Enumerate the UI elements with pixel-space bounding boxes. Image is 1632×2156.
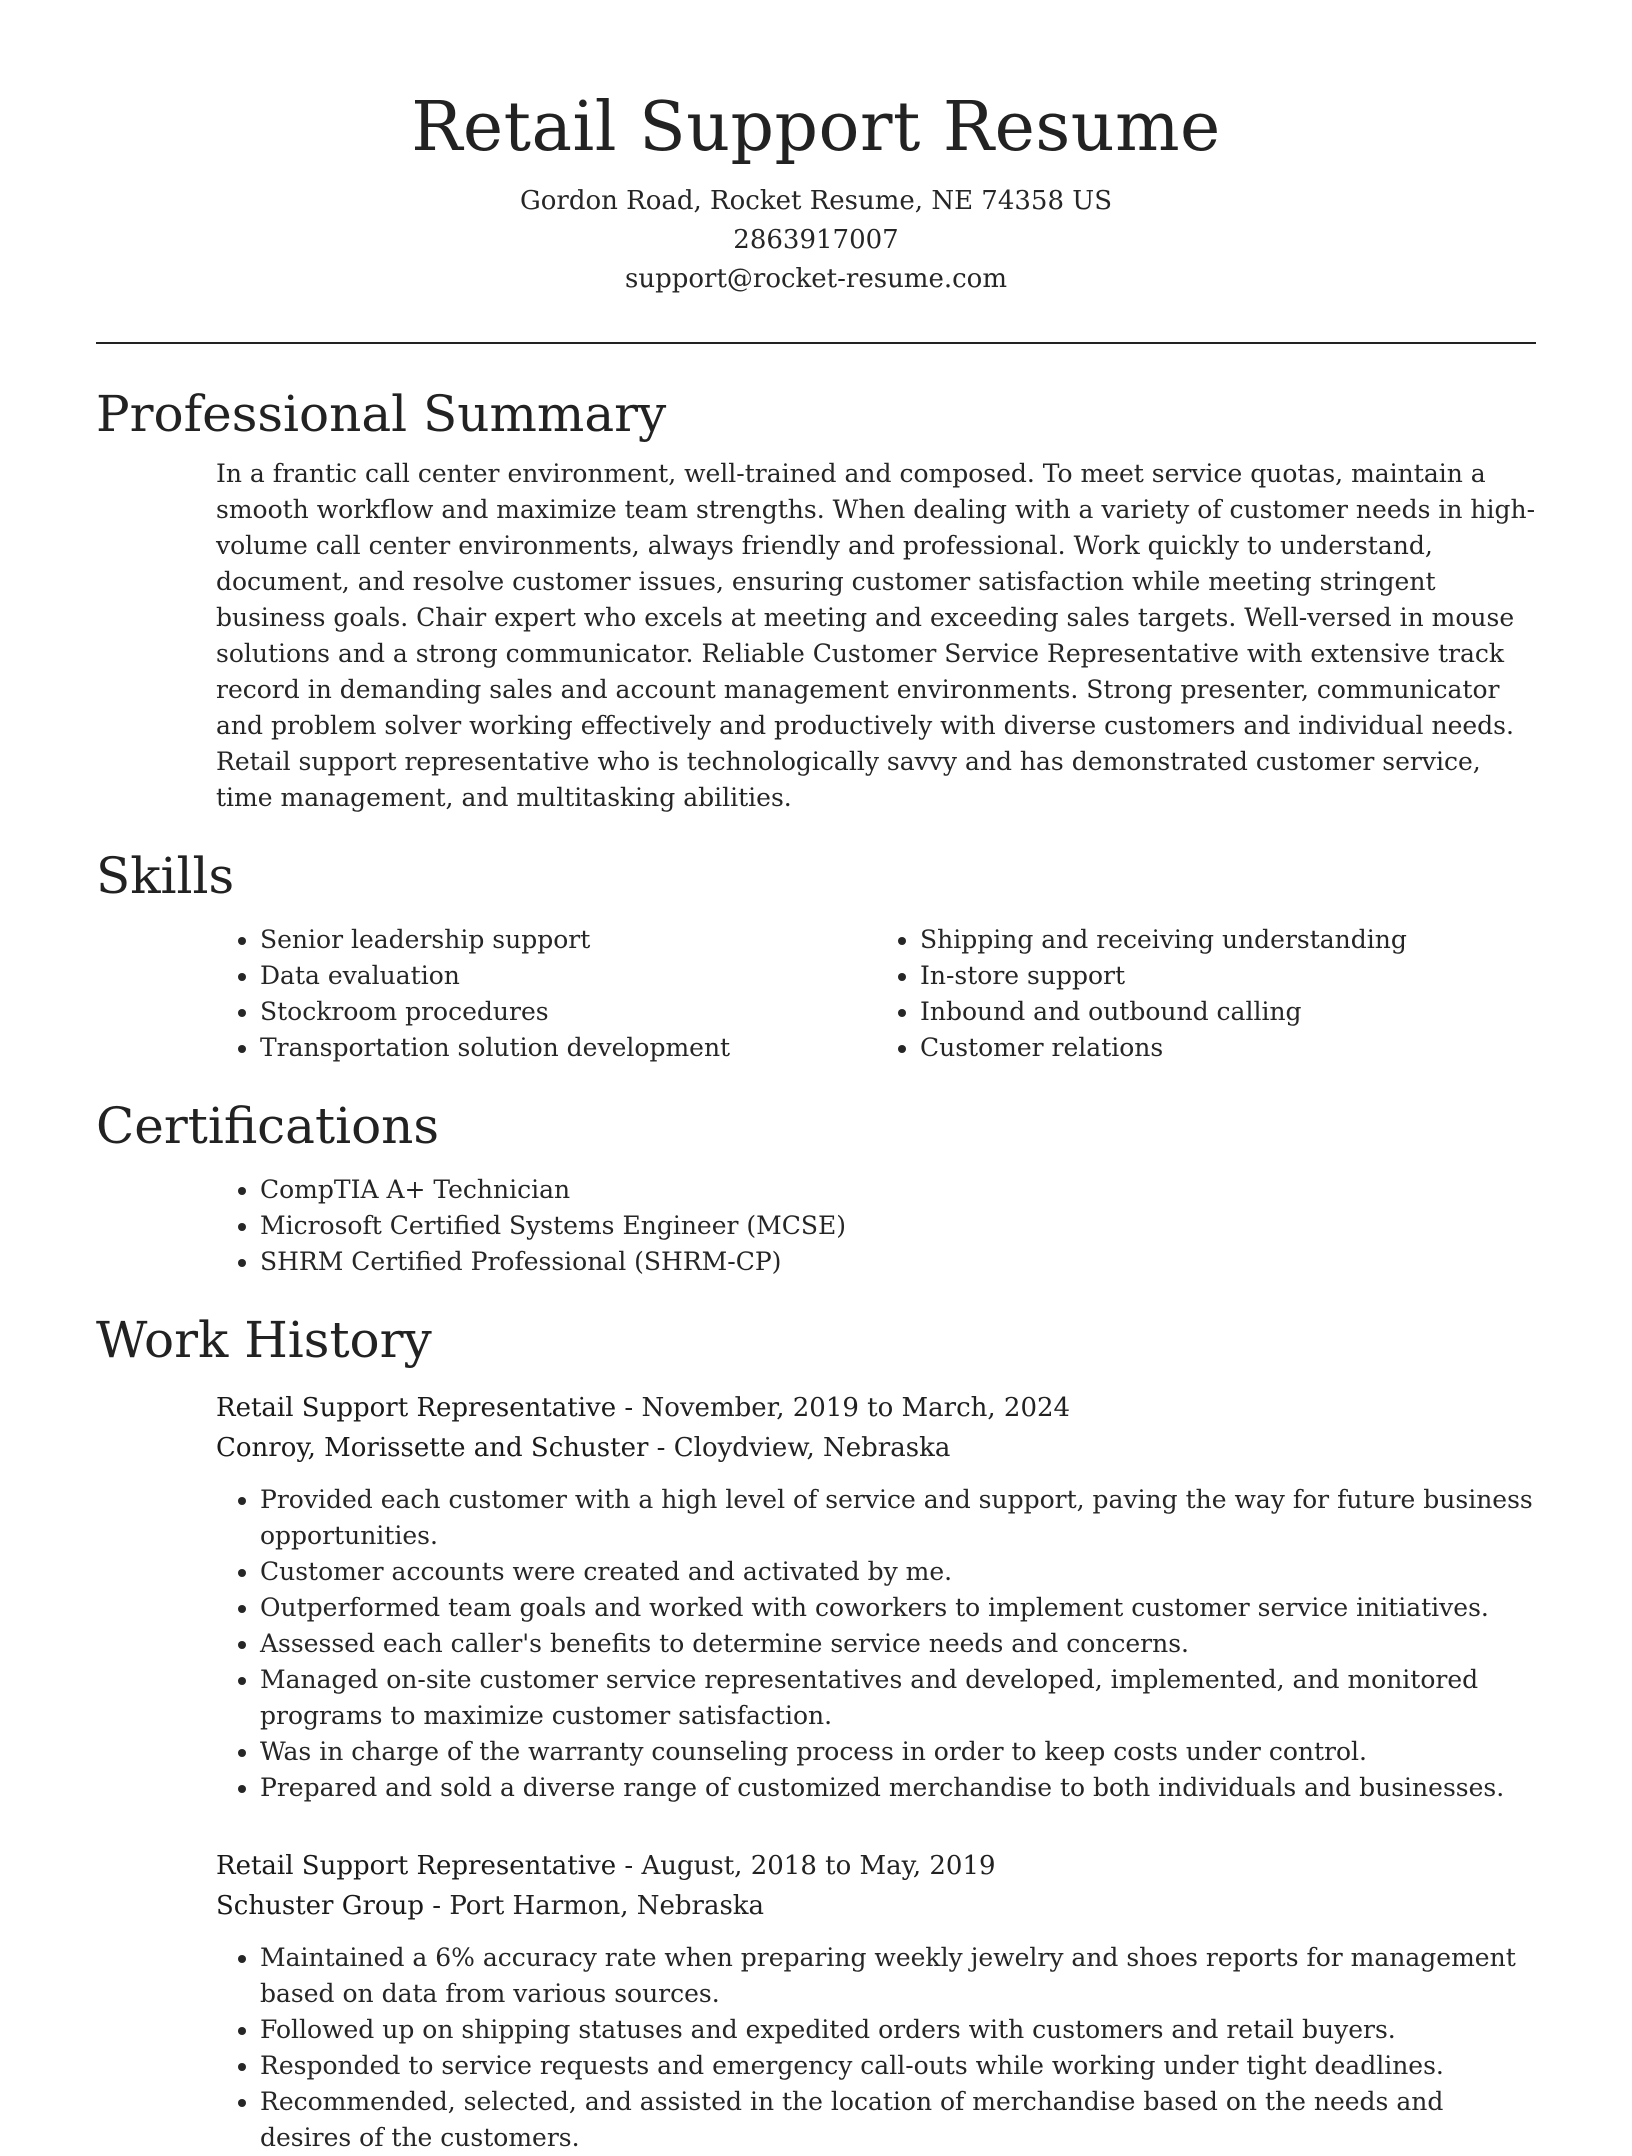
skills-list-left — [216, 922, 876, 1066]
job-separator: - — [616, 1851, 642, 1881]
job-bullet: • Managed on-site customer service representatives and developed, implemented, and monitored programs to maximize customer satisfaction. — [260, 1662, 1536, 1734]
skills-columns — [216, 922, 1536, 1066]
job-dates: August, 2018 to May, 2019 — [641, 1851, 996, 1881]
contact-phone: 2863917007 — [733, 225, 899, 255]
job-entry — [216, 1388, 1536, 1806]
certifications-body — [216, 1172, 1536, 1280]
job-bullet: • Maintained a 6% accuracy rate when preparing weekly jewelry and shoes reports for management based on data from various sources. — [260, 1940, 1536, 2012]
contact-block — [0, 182, 1632, 299]
summary-heading: Professional Summary — [96, 385, 667, 443]
job-bullet: • Recommended, selected, and assisted in the location of merchandise based on the needs and desires of the customers. — [260, 2084, 1536, 2156]
job-bullets — [216, 1482, 1536, 1806]
job-entry — [216, 1846, 1536, 2156]
job-bullet: • Provided each customer with a high level of service and support, paving the way for future business opportunities. — [260, 1482, 1536, 1554]
resume-title: Retail Support Resume — [411, 88, 1221, 167]
certifications-heading: Certifications — [96, 1097, 440, 1155]
skill-item: • Transportation solution development — [260, 1030, 876, 1066]
skill-item: • In-store support — [920, 958, 1536, 994]
job-separator: - — [648, 1433, 674, 1463]
job-title-line — [216, 1846, 1536, 1886]
header-divider — [96, 342, 1536, 344]
skill-item: • Customer relations — [920, 1030, 1536, 1066]
skill-item: • Stockroom procedures — [260, 994, 876, 1030]
certifications-section — [96, 1094, 1536, 1280]
certification-item: • Microsoft Certified Systems Engineer (MCSE) — [260, 1208, 1536, 1244]
summary-text: In a frantic call center environment, well-trained and composed. To meet service quotas, maintain a smooth workflow and maximize team strengths. When dealing with a variety of customer needs in high-volume call center environments, always friendly and professional. Work quickly to understand, document, and resolve customer issues, ensuring customer satisfaction while meeting stringent business goals. Chair expert who excels at meeting and exceeding sales targets. Well-versed in mouse solutions and a strong communicator. Reliable Customer Service Representative with extensive track record in demanding sales and account management environments. Strong presenter, communicator and problem solver working effectively and productively with diverse customers and individual needs. Retail support representative who is technologically savvy and has demonstrated customer service, time management, and multitasking abilities. — [216, 459, 1536, 812]
job-title: Retail Support Representative — [216, 1851, 617, 1881]
job-company-line — [216, 1428, 1536, 1468]
skill-item: • Data evaluation — [260, 958, 876, 994]
resume-body — [96, 382, 1536, 2156]
job-bullet: • Prepared and sold a diverse range of customized merchandise to both individuals and businesses. — [260, 1770, 1536, 1806]
job-dates: November, 2019 to March, 2024 — [641, 1393, 1071, 1423]
job-title-line — [216, 1388, 1536, 1428]
skills-list-right — [876, 922, 1536, 1066]
certification-item: • SHRM Certified Professional (SHRM-CP) — [260, 1244, 1536, 1280]
job-company: Schuster Group — [216, 1891, 424, 1921]
skills-heading: Skills — [96, 847, 235, 905]
skill-item: • Inbound and outbound calling — [920, 994, 1536, 1030]
job-location: Cloydview, Nebraska — [673, 1433, 951, 1463]
job-location: Port Harmon, Nebraska — [449, 1891, 765, 1921]
summary-body — [216, 456, 1536, 816]
certifications-list — [216, 1172, 1536, 1280]
job-bullet: • Responded to service requests and emergency call-outs while working under tight deadlines. — [260, 2048, 1536, 2084]
job-bullet: • Followed up on shipping statuses and expedited orders with customers and retail buyers. — [260, 2012, 1536, 2048]
job-title: Retail Support Representative — [216, 1393, 617, 1423]
skill-item: • Senior leadership support — [260, 922, 876, 958]
skills-section — [96, 844, 1536, 1066]
job-bullet: • Assessed each caller's benefits to determine service needs and concerns. — [260, 1626, 1536, 1662]
summary-section — [96, 382, 1536, 816]
job-bullet: • Was in charge of the warranty counseling process in order to keep costs under control. — [260, 1734, 1536, 1770]
work-history-heading: Work History — [96, 1311, 432, 1369]
job-separator: - — [423, 1891, 450, 1921]
contact-email: support@rocket-resume.com — [624, 264, 1007, 294]
contact-address: Gordon Road, Rocket Resume, NE 74358 US — [519, 186, 1113, 216]
job-bullet: • Customer accounts were created and activated by me. — [260, 1554, 1536, 1590]
work-history-section — [96, 1308, 1536, 2156]
job-company: Conroy, Morissette and Schuster — [216, 1433, 649, 1463]
job-bullets — [216, 1940, 1536, 2156]
resume-header — [0, 84, 1632, 299]
certification-item: • CompTIA A+ Technician — [260, 1172, 1536, 1208]
job-company-line — [216, 1886, 1536, 1926]
skill-item: • Shipping and receiving understanding — [920, 922, 1536, 958]
job-separator: - — [616, 1393, 642, 1423]
job-bullet: • Outperformed team goals and worked with coworkers to implement customer service initiatives. — [260, 1590, 1536, 1626]
